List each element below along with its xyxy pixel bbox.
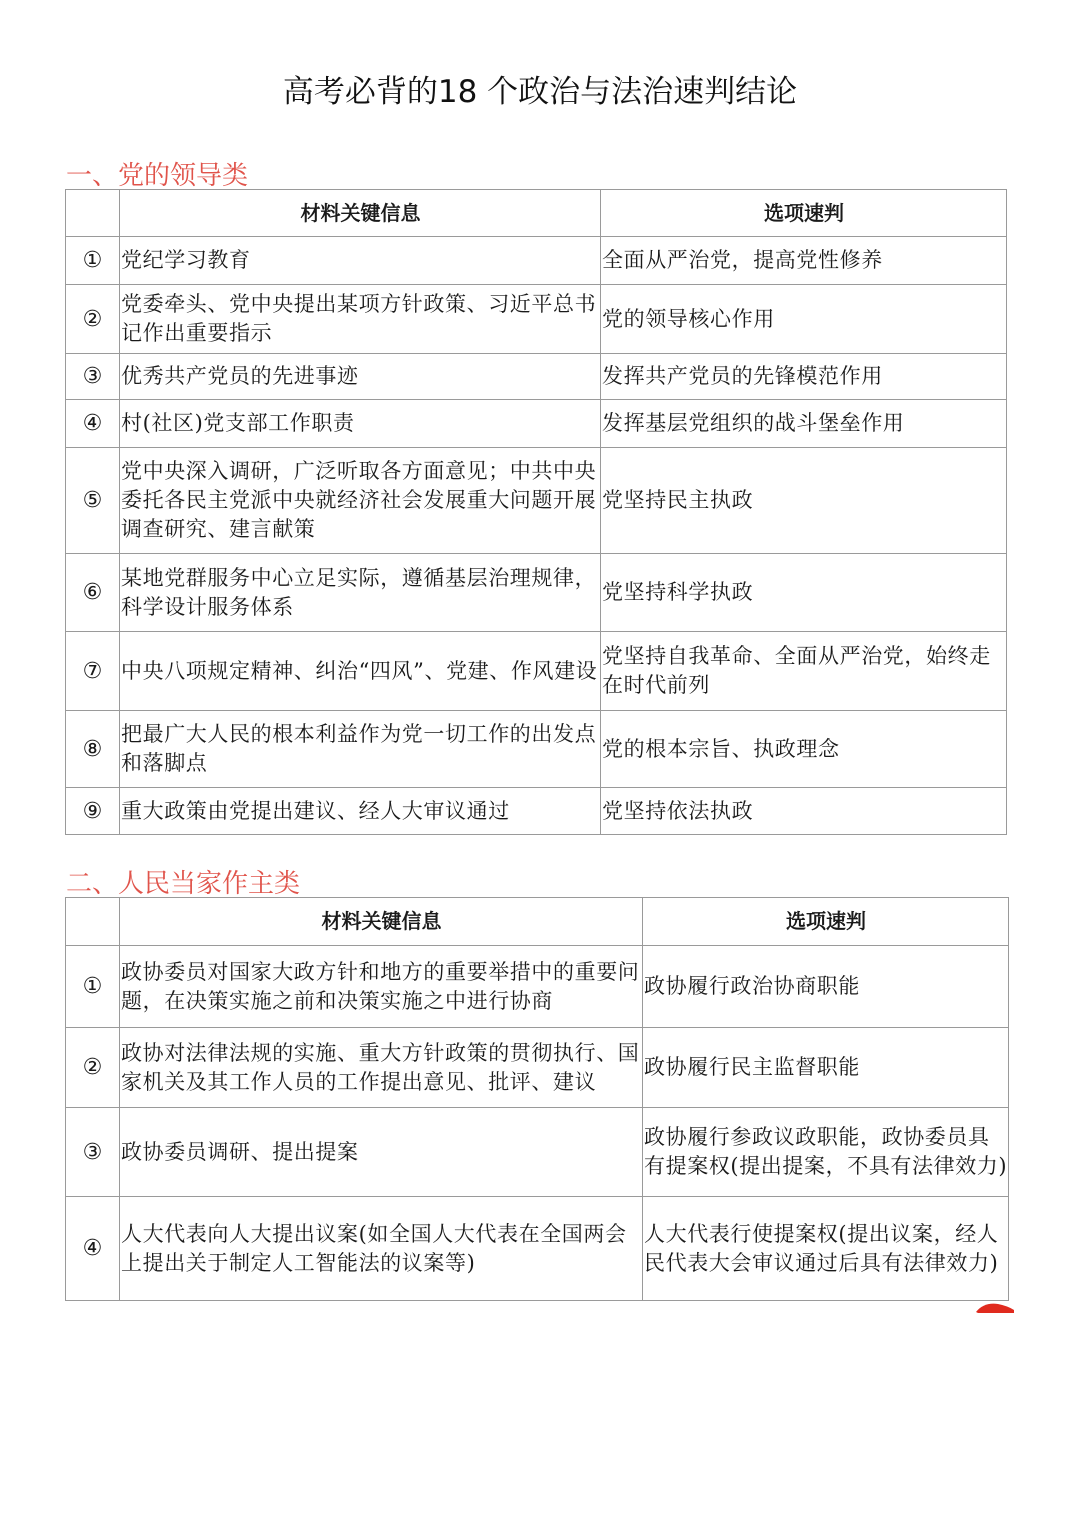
row-number: ⑤ bbox=[66, 448, 120, 554]
table-header-row bbox=[66, 190, 1007, 237]
row-judgment: 党的领导核心作用 bbox=[601, 285, 1007, 354]
row-number: ③ bbox=[66, 1108, 120, 1197]
table-row bbox=[66, 711, 1007, 788]
row-judgment: 党坚持依法执政 bbox=[601, 788, 1007, 835]
table-row bbox=[66, 1108, 1009, 1197]
table-row bbox=[66, 554, 1007, 632]
table-row bbox=[66, 448, 1007, 554]
table-row bbox=[66, 1197, 1009, 1301]
row-key-info: 人大代表向人大提出议案(如全国人大代表在全国两会上提出关于制定人工智能法的议案等) bbox=[120, 1197, 643, 1301]
row-judgment: 党坚持民主执政 bbox=[601, 448, 1007, 554]
table-row bbox=[66, 354, 1007, 400]
row-key-info: 党委牵头、党中央提出某项方针政策、习近平总书记作出重要指示 bbox=[120, 285, 601, 354]
header-index bbox=[66, 190, 120, 237]
page-title: 高考必背的18 个政治与法治速判结论 bbox=[282, 74, 798, 110]
row-judgment: 全面从严治党，提高党性修养 bbox=[601, 237, 1007, 285]
row-key-info: 党纪学习教育 bbox=[120, 237, 601, 285]
table-row bbox=[66, 237, 1007, 285]
row-key-info: 把最广大人民的根本利益作为党一切工作的出发点和落脚点 bbox=[120, 711, 601, 788]
row-key-info: 优秀共产党员的先进事迹 bbox=[120, 354, 601, 400]
table-row bbox=[66, 1028, 1009, 1108]
row-number: ② bbox=[66, 285, 120, 354]
row-number: ⑧ bbox=[66, 711, 120, 788]
row-key-info: 党中央深入调研，广泛听取各方面意见；中共中央委托各民主党派中央就经济社会发展重大问题开展调查研究、建言献策 bbox=[120, 448, 601, 554]
table-row bbox=[66, 788, 1007, 835]
row-key-info: 中央八项规定精神、纠治“四风”、党建、作风建设 bbox=[120, 632, 601, 711]
table-row bbox=[66, 285, 1007, 354]
header-key-info: 材料关键信息 bbox=[120, 898, 643, 946]
row-judgment: 政协履行民主监督职能 bbox=[643, 1028, 1009, 1108]
table-row bbox=[66, 632, 1007, 711]
row-number: ④ bbox=[66, 1197, 120, 1301]
table-party-leadership bbox=[65, 189, 1007, 835]
row-number: ④ bbox=[66, 400, 120, 448]
row-key-info: 村(社区)党支部工作职责 bbox=[120, 400, 601, 448]
row-judgment: 党的根本宗旨、执政理念 bbox=[601, 711, 1007, 788]
row-judgment: 党坚持科学执政 bbox=[601, 554, 1007, 632]
table-people-as-masters bbox=[65, 897, 1009, 1301]
section-heading-people-as-masters: 二、人民当家作主类 bbox=[66, 869, 301, 899]
row-judgment: 政协履行参政议政职能，政协委员具有提案权(提出提案，不具有法律效力) bbox=[643, 1108, 1009, 1197]
row-key-info: 某地党群服务中心立足实际，遵循基层治理规律，科学设计服务体系 bbox=[120, 554, 601, 632]
row-key-info: 政协委员对国家大政方针和地方的重要举措中的重要问题，在决策实施之前和决策实施之中进行协商 bbox=[120, 946, 643, 1028]
row-number: ③ bbox=[66, 354, 120, 400]
header-judgment: 选项速判 bbox=[643, 898, 1009, 946]
row-key-info: 政协委员调研、提出提案 bbox=[120, 1108, 643, 1197]
row-judgment: 发挥共产党员的先锋模范作用 bbox=[601, 354, 1007, 400]
row-key-info: 重大政策由党提出建议、经人大审议通过 bbox=[120, 788, 601, 835]
row-number: ① bbox=[66, 237, 120, 285]
header-index bbox=[66, 898, 120, 946]
header-judgment: 选项速判 bbox=[601, 190, 1007, 237]
row-number: ① bbox=[66, 946, 120, 1028]
row-judgment: 发挥基层党组织的战斗堡垒作用 bbox=[601, 400, 1007, 448]
header-key-info: 材料关键信息 bbox=[120, 190, 601, 237]
table-header-row bbox=[66, 898, 1009, 946]
row-number: ② bbox=[66, 1028, 120, 1108]
table-row bbox=[66, 400, 1007, 448]
row-judgment: 政协履行政治协商职能 bbox=[643, 946, 1009, 1028]
row-number: ⑨ bbox=[66, 788, 120, 835]
row-key-info: 政协对法律法规的实施、重大方针政策的贯彻执行、国家机关及其工作人员的工作提出意见、批评、建议 bbox=[120, 1028, 643, 1108]
row-number: ⑥ bbox=[66, 554, 120, 632]
table-row bbox=[66, 946, 1009, 1028]
red-swoosh-icon bbox=[974, 1300, 1016, 1314]
row-number: ⑦ bbox=[66, 632, 120, 711]
section-heading-party-leadership: 一、党的领导类 bbox=[66, 161, 249, 191]
row-judgment: 党坚持自我革命、全面从严治党，始终走在时代前列 bbox=[601, 632, 1007, 711]
row-judgment: 人大代表行使提案权(提出议案，经人民代表大会审议通过后具有法律效力) bbox=[643, 1197, 1009, 1301]
